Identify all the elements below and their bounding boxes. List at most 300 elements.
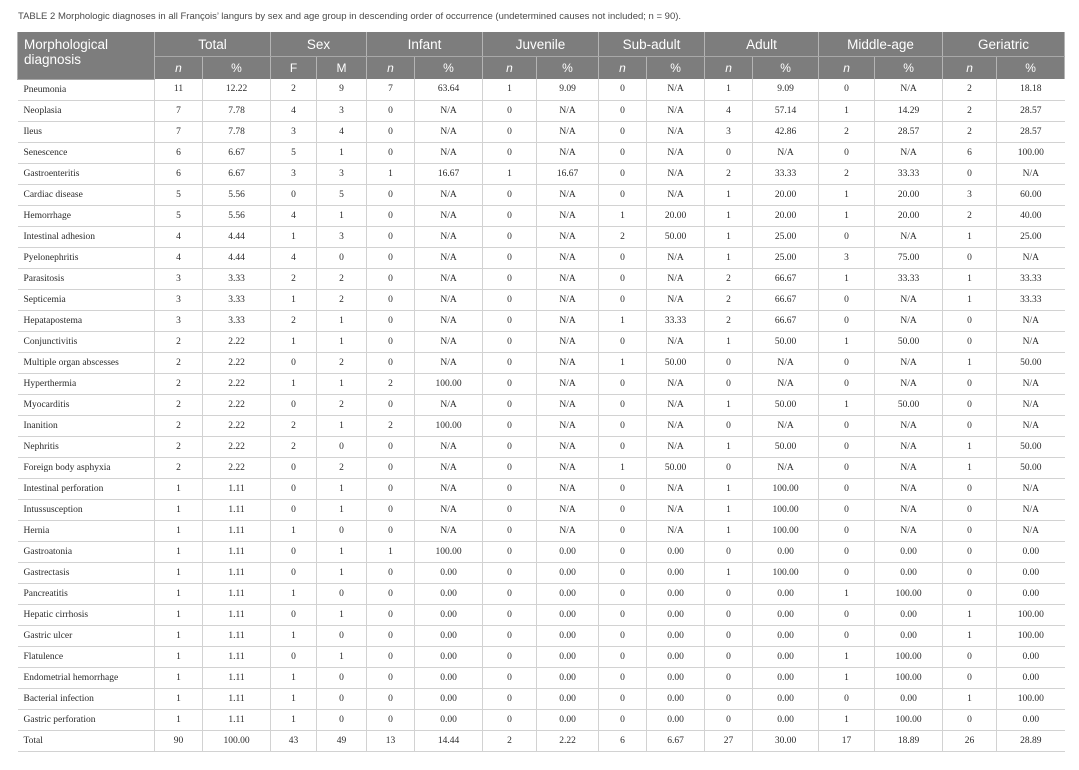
juvenile-n-cell: 0 [483,205,537,226]
sub-adult-percent-cell: 0.00 [647,646,705,667]
adult-n-cell: 2 [705,289,753,310]
infant-n-cell: 0 [367,289,415,310]
table-row [18,541,1065,562]
sub-adult-n-cell: 0 [599,478,647,499]
adult-percent-cell: N/A [753,373,819,394]
sex-f-cell: 5 [271,142,317,163]
infant-n-cell: 2 [367,373,415,394]
table-row [18,79,1065,100]
infant-percent-cell: N/A [415,331,483,352]
geriatric-n-cell: 2 [943,205,997,226]
sub-adult-n-cell: 0 [599,331,647,352]
adult-n-cell: 1 [705,520,753,541]
juvenile-percent-cell: N/A [537,268,599,289]
total-n-cell: 2 [155,394,203,415]
sub-adult-percent-cell: 0.00 [647,709,705,730]
geriatric-percent-cell: N/A [997,394,1065,415]
sex-m-cell: 2 [317,268,367,289]
adult-percent-cell: 9.09 [753,79,819,100]
middle-age-n-cell: 0 [819,415,875,436]
geriatric-percent-cell: N/A [997,331,1065,352]
total-percent-cell: 4.44 [203,226,271,247]
juvenile-percent-cell: N/A [537,478,599,499]
middle-age-percent-cell: N/A [875,457,943,478]
middle-age-percent-cell: 0.00 [875,604,943,625]
sub-adult-n-cell: 0 [599,415,647,436]
infant-percent-cell: N/A [415,352,483,373]
sub-adult-percent-cell: 0.00 [647,541,705,562]
geriatric-n-cell: 1 [943,226,997,247]
juvenile-percent-cell: 0.00 [537,688,599,709]
juvenile-n-cell: 0 [483,646,537,667]
geriatric-percent-cell: 60.00 [997,184,1065,205]
juvenile-n-cell: 0 [483,100,537,121]
adult-percent-cell: 30.00 [753,730,819,751]
sub-adult-percent-cell: N/A [647,289,705,310]
table-row [18,436,1065,457]
diagnosis-cell: Conjunctivitis [18,331,155,352]
adult-percent-cell: 0.00 [753,583,819,604]
juvenile-n-cell: 0 [483,562,537,583]
sex-m-cell: 1 [317,373,367,394]
sub-adult-n-cell: 2 [599,226,647,247]
infant-percent-cell: 16.67 [415,163,483,184]
table-caption [18,11,681,22]
juvenile-n-cell: 0 [483,583,537,604]
middle-age-n-cell: 0 [819,604,875,625]
adult-n-cell: 0 [705,415,753,436]
adult-percent-cell: 66.67 [753,310,819,331]
geriatric-percent-cell: N/A [997,499,1065,520]
juvenile-n-cell: 0 [483,688,537,709]
infant-n-cell: 0 [367,121,415,142]
middle-age-n-cell: 0 [819,373,875,394]
table-row [18,184,1065,205]
geriatric-percent-cell: 33.33 [997,268,1065,289]
diagnosis-cell: Cardiac disease [18,184,155,205]
diagnosis-cell: Intestinal perforation [18,478,155,499]
juvenile-percent-cell: 9.09 [537,79,599,100]
total-percent-cell: 1.11 [203,688,271,709]
infant-percent-cell: 63.64 [415,79,483,100]
subheader-sub-adult-n: n [599,57,647,80]
infant-n-cell: 0 [367,436,415,457]
juvenile-n-cell: 0 [483,541,537,562]
juvenile-n-cell: 0 [483,226,537,247]
sex-f-cell: 1 [271,709,317,730]
infant-percent-cell: N/A [415,289,483,310]
geriatric-n-cell: 0 [943,394,997,415]
diagnosis-cell: Bacterial infection [18,688,155,709]
group-header-geriatric: Geriatric [943,32,1065,57]
sub-adult-percent-cell: 0.00 [647,604,705,625]
sub-adult-n-cell: 0 [599,142,647,163]
infant-percent-cell: 0.00 [415,562,483,583]
geriatric-n-cell: 2 [943,121,997,142]
infant-n-cell: 0 [367,331,415,352]
middle-age-n-cell: 1 [819,268,875,289]
sub-adult-percent-cell: N/A [647,79,705,100]
juvenile-percent-cell: 0.00 [537,562,599,583]
sub-adult-percent-cell: 6.67 [647,730,705,751]
adult-n-cell: 1 [705,478,753,499]
middle-age-percent-cell: N/A [875,478,943,499]
total-n-cell: 1 [155,478,203,499]
middle-age-n-cell: 0 [819,562,875,583]
total-n-cell: 1 [155,583,203,604]
table-row [18,709,1065,730]
sub-adult-n-cell: 1 [599,310,647,331]
adult-n-cell: 0 [705,541,753,562]
adult-percent-cell: 25.00 [753,247,819,268]
diagnosis-cell: Myocarditis [18,394,155,415]
sex-m-cell: 5 [317,184,367,205]
adult-n-cell: 4 [705,100,753,121]
sex-f-cell: 1 [271,688,317,709]
adult-n-cell: 1 [705,436,753,457]
total-percent-cell: 2.22 [203,394,271,415]
table-row [18,646,1065,667]
middle-age-n-cell: 0 [819,142,875,163]
infant-percent-cell: N/A [415,100,483,121]
total-n-cell: 1 [155,646,203,667]
diagnosis-cell: Gastrectasis [18,562,155,583]
geriatric-percent-cell: N/A [997,478,1065,499]
middle-age-percent-cell: 0.00 [875,625,943,646]
total-n-cell: 1 [155,520,203,541]
infant-n-cell: 0 [367,478,415,499]
diagnosis-cell: Hyperthermia [18,373,155,394]
sex-f-cell: 2 [271,310,317,331]
table-row [18,373,1065,394]
adult-percent-cell: N/A [753,457,819,478]
sub-adult-n-cell: 0 [599,394,647,415]
table-row-total [18,730,1065,751]
juvenile-n-cell: 0 [483,520,537,541]
total-n-cell: 90 [155,730,203,751]
geriatric-n-cell: 2 [943,100,997,121]
infant-n-cell: 0 [367,142,415,163]
total-n-cell: 11 [155,79,203,100]
infant-n-cell: 7 [367,79,415,100]
geriatric-percent-cell: 0.00 [997,667,1065,688]
infant-percent-cell: N/A [415,226,483,247]
infant-n-cell: 0 [367,352,415,373]
middle-age-n-cell: 0 [819,289,875,310]
sex-m-cell: 0 [317,583,367,604]
sub-adult-n-cell: 0 [599,625,647,646]
adult-n-cell: 0 [705,457,753,478]
juvenile-n-cell: 0 [483,352,537,373]
middle-age-percent-cell: N/A [875,415,943,436]
sub-adult-percent-cell: N/A [647,163,705,184]
sex-m-cell: 1 [317,478,367,499]
adult-percent-cell: 100.00 [753,520,819,541]
middle-age-percent-cell: N/A [875,352,943,373]
sex-f-cell: 1 [271,331,317,352]
sub-adult-n-cell: 6 [599,730,647,751]
infant-n-cell: 0 [367,688,415,709]
total-percent-cell: 7.78 [203,100,271,121]
adult-percent-cell: 0.00 [753,625,819,646]
adult-percent-cell: N/A [753,142,819,163]
total-n-cell: 1 [155,667,203,688]
group-header-sex: Sex [271,32,367,57]
total-n-cell: 2 [155,415,203,436]
total-n-cell: 7 [155,100,203,121]
total-percent-cell: 2.22 [203,331,271,352]
table-row [18,226,1065,247]
adult-percent-cell: 0.00 [753,688,819,709]
table-row [18,289,1065,310]
adult-percent-cell: 0.00 [753,604,819,625]
middle-age-n-cell: 0 [819,226,875,247]
middle-age-percent-cell: 18.89 [875,730,943,751]
infant-n-cell: 0 [367,268,415,289]
table-row [18,247,1065,268]
sub-adult-n-cell: 0 [599,541,647,562]
total-percent-cell: 2.22 [203,436,271,457]
sub-adult-n-cell: 0 [599,562,647,583]
total-n-cell: 1 [155,562,203,583]
geriatric-percent-cell: 100.00 [997,604,1065,625]
infant-n-cell: 1 [367,163,415,184]
total-percent-cell: 1.11 [203,583,271,604]
geriatric-percent-cell: 18.18 [997,79,1065,100]
adult-percent-cell: 0.00 [753,541,819,562]
infant-n-cell: 0 [367,520,415,541]
diagnosis-cell: Gastroatonia [18,541,155,562]
table-row [18,478,1065,499]
juvenile-n-cell: 2 [483,730,537,751]
adult-n-cell: 2 [705,268,753,289]
geriatric-percent-cell: 0.00 [997,646,1065,667]
sex-f-cell: 0 [271,478,317,499]
sex-f-cell: 0 [271,352,317,373]
sex-m-cell: 1 [317,415,367,436]
sub-adult-n-cell: 0 [599,583,647,604]
diagnosis-cell: Flatulence [18,646,155,667]
adult-n-cell: 0 [705,583,753,604]
geriatric-n-cell: 0 [943,310,997,331]
geriatric-n-cell: 0 [943,583,997,604]
geriatric-percent-cell: 0.00 [997,583,1065,604]
table-row [18,394,1065,415]
juvenile-percent-cell: N/A [537,520,599,541]
diagnosis-cell: Gastric ulcer [18,625,155,646]
subheader-geriatric-n: n [943,57,997,80]
table-row [18,562,1065,583]
juvenile-n-cell: 0 [483,604,537,625]
group-header-infant: Infant [367,32,483,57]
sub-adult-percent-cell: 0.00 [647,583,705,604]
sub-adult-n-cell: 0 [599,604,647,625]
juvenile-n-cell: 0 [483,415,537,436]
juvenile-n-cell: 0 [483,121,537,142]
middle-age-percent-cell: N/A [875,520,943,541]
adult-n-cell: 0 [705,688,753,709]
geriatric-n-cell: 0 [943,163,997,184]
table-row [18,583,1065,604]
infant-n-cell: 13 [367,730,415,751]
juvenile-n-cell: 0 [483,625,537,646]
table-caption-text: Morphologic diagnoses in all François’ langurs by sex and age group in descending order of occurrence (undetermined causes not included; n = 90). [57,11,682,22]
middle-age-n-cell: 0 [819,688,875,709]
sub-adult-n-cell: 0 [599,499,647,520]
sub-adult-n-cell: 0 [599,667,647,688]
total-percent-cell: 1.11 [203,709,271,730]
middle-age-percent-cell: 20.00 [875,184,943,205]
sex-m-cell: 2 [317,394,367,415]
juvenile-n-cell: 0 [483,499,537,520]
geriatric-percent-cell: 0.00 [997,562,1065,583]
sex-m-cell: 1 [317,604,367,625]
geriatric-n-cell: 0 [943,478,997,499]
juvenile-n-cell: 0 [483,331,537,352]
infant-percent-cell: N/A [415,142,483,163]
table-row [18,100,1065,121]
juvenile-percent-cell: N/A [537,373,599,394]
sex-m-cell: 1 [317,499,367,520]
infant-n-cell: 0 [367,667,415,688]
diagnosis-cell: Parasitosis [18,268,155,289]
adult-percent-cell: 33.33 [753,163,819,184]
adult-percent-cell: 50.00 [753,331,819,352]
sub-adult-n-cell: 0 [599,436,647,457]
sex-m-cell: 9 [317,79,367,100]
middle-age-percent-cell: N/A [875,499,943,520]
table-row [18,142,1065,163]
middle-age-percent-cell: 20.00 [875,205,943,226]
middle-age-percent-cell: N/A [875,79,943,100]
total-percent-cell: 1.11 [203,562,271,583]
middle-age-percent-cell: N/A [875,310,943,331]
adult-n-cell: 0 [705,352,753,373]
table-row [18,163,1065,184]
sub-adult-n-cell: 0 [599,163,647,184]
middle-age-percent-cell: 33.33 [875,163,943,184]
total-percent-cell: 3.33 [203,268,271,289]
total-percent-cell: 12.22 [203,79,271,100]
diagnosis-cell: Inanition [18,415,155,436]
total-percent-cell: 1.11 [203,541,271,562]
subheader-total-percent: % [203,57,271,80]
juvenile-n-cell: 0 [483,373,537,394]
sex-f-cell: 2 [271,436,317,457]
diagnosis-cell: Senescence [18,142,155,163]
geriatric-n-cell: 26 [943,730,997,751]
sex-f-cell: 0 [271,499,317,520]
sex-f-cell: 1 [271,520,317,541]
sex-m-cell: 1 [317,562,367,583]
sub-adult-percent-cell: N/A [647,373,705,394]
adult-n-cell: 2 [705,310,753,331]
sub-adult-n-cell: 0 [599,289,647,310]
sex-m-cell: 2 [317,289,367,310]
middle-age-percent-cell: N/A [875,289,943,310]
diagnosis-cell: Endometrial hemorrhage [18,667,155,688]
sex-m-cell: 3 [317,100,367,121]
geriatric-percent-cell: 100.00 [997,688,1065,709]
juvenile-percent-cell: 2.22 [537,730,599,751]
sub-adult-percent-cell: N/A [647,142,705,163]
geriatric-percent-cell: 0.00 [997,541,1065,562]
adult-n-cell: 0 [705,625,753,646]
juvenile-n-cell: 0 [483,142,537,163]
infant-percent-cell: N/A [415,247,483,268]
infant-n-cell: 0 [367,100,415,121]
total-n-cell: 1 [155,625,203,646]
sex-f-cell: 0 [271,394,317,415]
juvenile-percent-cell: N/A [537,121,599,142]
total-n-cell: 2 [155,352,203,373]
adult-percent-cell: N/A [753,415,819,436]
table-caption-label: TABLE 2 [18,11,56,22]
sex-f-cell: 1 [271,226,317,247]
middle-age-n-cell: 0 [819,457,875,478]
infant-percent-cell: N/A [415,478,483,499]
sex-f-cell: 4 [271,247,317,268]
total-n-cell: 5 [155,184,203,205]
group-header-adult: Adult [705,32,819,57]
subheader-middle-age-n: n [819,57,875,80]
adult-n-cell: 0 [705,667,753,688]
adult-n-cell: 0 [705,709,753,730]
middle-age-percent-cell: 33.33 [875,268,943,289]
adult-n-cell: 1 [705,247,753,268]
juvenile-percent-cell: 0.00 [537,604,599,625]
sub-adult-n-cell: 0 [599,121,647,142]
middle-age-n-cell: 0 [819,499,875,520]
sex-f-cell: 2 [271,268,317,289]
sub-adult-n-cell: 0 [599,688,647,709]
juvenile-percent-cell: 0.00 [537,709,599,730]
sex-f-cell: 0 [271,562,317,583]
middle-age-n-cell: 1 [819,331,875,352]
diagnosis-cell: Intestinal adhesion [18,226,155,247]
total-n-cell: 6 [155,163,203,184]
geriatric-percent-cell: 50.00 [997,352,1065,373]
header-row-subcolumns [18,57,1065,80]
table-row [18,667,1065,688]
middle-age-percent-cell: 0.00 [875,688,943,709]
adult-n-cell: 1 [705,331,753,352]
total-percent-cell: 1.11 [203,625,271,646]
infant-percent-cell: 100.00 [415,373,483,394]
adult-percent-cell: 25.00 [753,226,819,247]
sex-f-cell: 0 [271,604,317,625]
sex-f-cell: 1 [271,289,317,310]
total-percent-cell: 5.56 [203,205,271,226]
middle-age-percent-cell: N/A [875,373,943,394]
middle-age-n-cell: 1 [819,709,875,730]
total-n-cell: 1 [155,709,203,730]
geriatric-n-cell: 6 [943,142,997,163]
diagnoses-table [17,32,1065,752]
sub-adult-percent-cell: 0.00 [647,688,705,709]
adult-n-cell: 27 [705,730,753,751]
adult-n-cell: 1 [705,184,753,205]
sex-m-cell: 3 [317,163,367,184]
geriatric-percent-cell: 50.00 [997,457,1065,478]
infant-percent-cell: 100.00 [415,541,483,562]
adult-n-cell: 1 [705,205,753,226]
adult-percent-cell: 50.00 [753,436,819,457]
sex-f-cell: 0 [271,646,317,667]
infant-n-cell: 2 [367,415,415,436]
sex-f-cell: 0 [271,541,317,562]
sex-f-cell: 1 [271,625,317,646]
